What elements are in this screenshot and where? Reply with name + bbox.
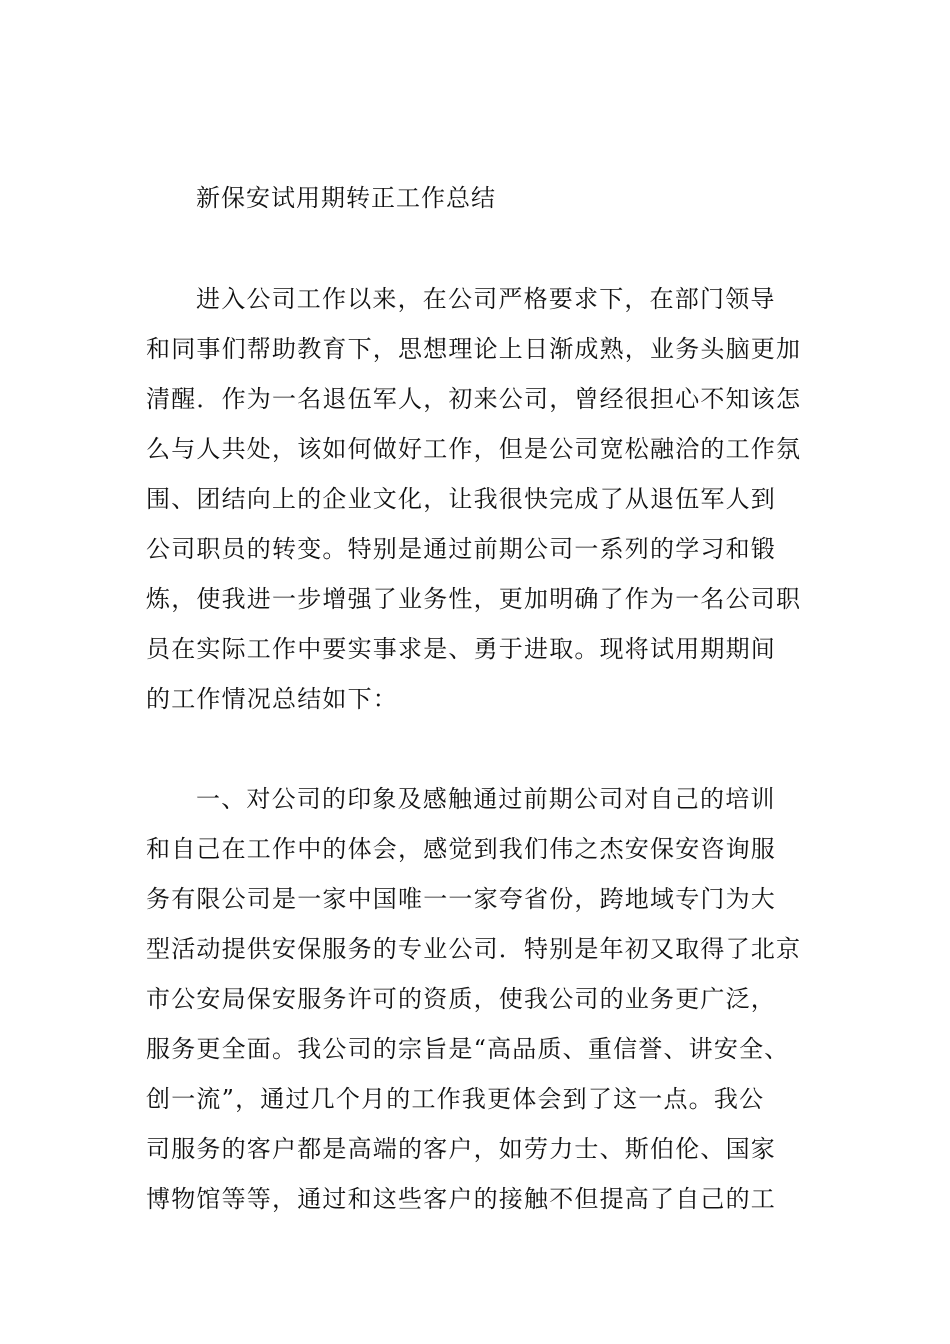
text-line: 员在实际工作中要实事求是、勇于进取。现将试用期期间 [146,635,776,663]
paragraph-section-one [146,774,806,1224]
text-line: 炼，使我进一步增强了业务性，更加明确了作为一名公司职 [146,585,802,613]
document-title: 新保安试用期转正工作总结 [196,184,496,212]
text-line: 么与人共处，该如何做好工作，但是公司宽松融洽的工作氛 [146,435,802,463]
text-line: 务有限公司是一家中国唯一一家夸省份，跨地域专门为大 [146,885,776,913]
text-line: 清醒．作为一名退伍军人，初来公司，曾经很担心不知该怎 [146,385,802,413]
text-line: 博物馆等等，通过和这些客户的接触不但提高了自己的工 [146,1185,776,1213]
text-line: 服务更全面。我公司的宗旨是“高品质、重信誉、讲安全、 [146,1035,790,1063]
text-line: 公司职员的转变。特别是通过前期公司一系列的学习和锻 [146,535,776,563]
text-line: 司服务的客户都是高端的客户，如劳力士、斯伯伦、国家 [146,1135,776,1163]
text-line: 市公安局保安服务许可的资质，使我公司的业务更广泛， [146,985,776,1013]
text-line: 和自己在工作中的体会，感觉到我们伟之杰安保安咨询服 [146,835,776,863]
text-line: 一、对公司的印象及感触通过前期公司对自己的培训 [196,785,776,813]
text-line: 型活动提供安保服务的专业公司．特别是年初又取得了北京 [146,935,802,963]
text-line: 和同事们帮助教育下，思想理论上日渐成熟，业务头脑更加 [146,335,802,363]
paragraph-intro [146,274,806,724]
text-line: 的工作情况总结如下： [146,685,398,713]
text-line: 进入公司工作以来，在公司严格要求下，在部门领导 [196,285,776,313]
text-line: 围、团结向上的企业文化，让我很快完成了从退伍军人到 [146,485,776,513]
text-line: 创一流”，通过几个月的工作我更体会到了这一点。我公 [146,1085,765,1113]
